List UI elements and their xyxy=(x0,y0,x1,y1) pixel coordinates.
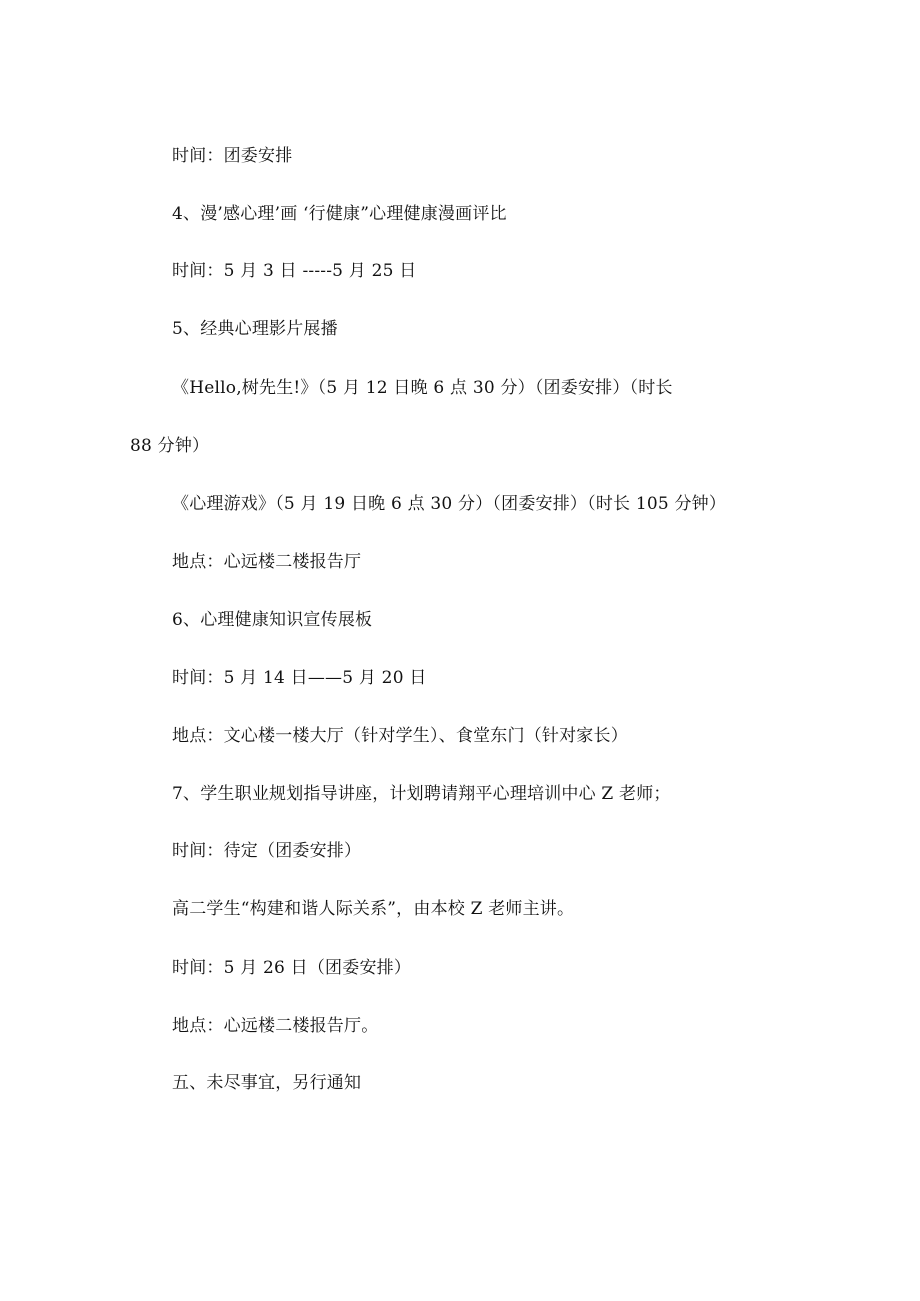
text-line-item-7-time: 时间：待定（团委安排） xyxy=(172,841,362,861)
text-line-item-6-time: 时间：5 月 14 日——5 月 20 日 xyxy=(172,668,427,688)
text-line-item-6-place: 地点：文心楼一楼大厅（针对学生）、食堂东门（针对家长） xyxy=(172,726,628,746)
text-line-movie-2: 《心理游戏》（5 月 19 日晚 6 点 30 分）（团委安排）（时长 105 分钟） xyxy=(172,494,727,514)
text-line-item-5: 5、经典心理影片展播 xyxy=(172,319,338,339)
text-line-grade2-lecture: 高二学生“构建和谐人际关系”，由本校 Z 老师主讲。 xyxy=(172,899,575,919)
text-line-time-league: 时间：团委安排 xyxy=(172,146,293,166)
text-line-movie-1: 《Hello,树先生!》（5 月 12 日晚 6 点 30 分）（团委安排）（时长 xyxy=(172,378,673,398)
text-line-item-5-place: 地点：心远楼二楼报告厅 xyxy=(172,552,362,572)
text-line-item-4-time: 时间：5 月 3 日 -----5 月 25 日 xyxy=(172,261,417,281)
text-line-section-5: 五、未尽事宜，另行通知 xyxy=(172,1073,362,1093)
text-line-item-4: 4、漫’感心理’画 ‘行健康”心理健康漫画评比 xyxy=(172,204,507,224)
text-line-item-6: 6、心理健康知识宣传展板 xyxy=(172,610,373,630)
text-line-movie-1-cont: 88 分钟） xyxy=(130,436,210,456)
text-line-grade2-place: 地点：心远楼二楼报告厅。 xyxy=(172,1016,379,1036)
text-line-item-7: 7、学生职业规划指导讲座，计划聘请翔平心理培训中心 Z 老师； xyxy=(172,784,671,804)
text-line-grade2-time: 时间：5 月 26 日（团委安排） xyxy=(172,958,412,978)
